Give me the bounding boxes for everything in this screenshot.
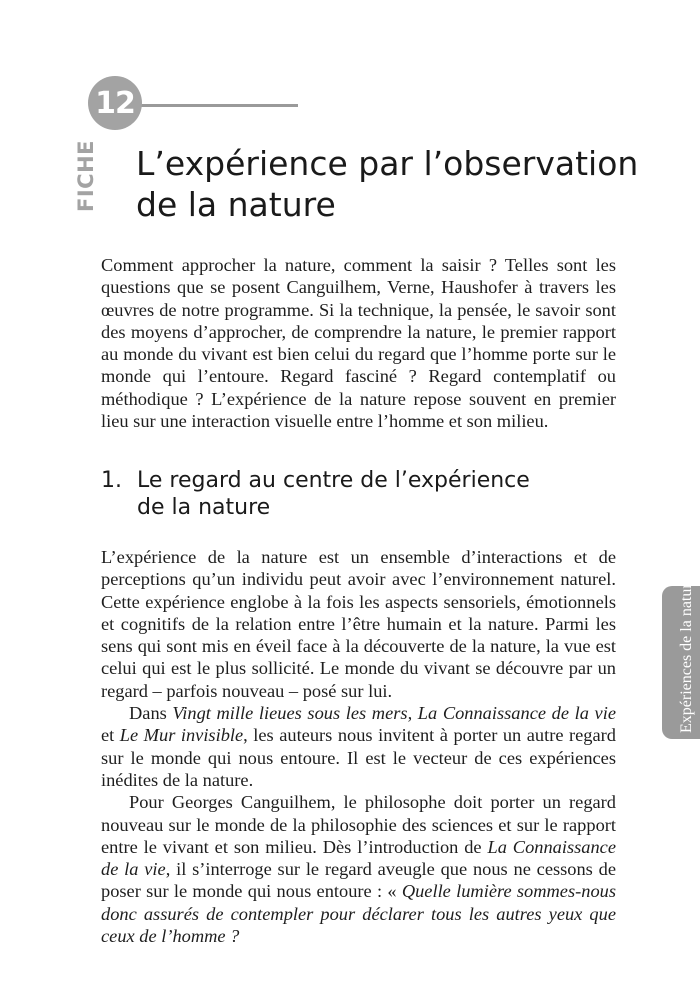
fiche-number-badge: 12	[88, 76, 142, 130]
section-body	[101, 546, 616, 947]
book-title: Le Mur invisible	[119, 725, 244, 746]
text-run: , les auteurs nous invitent à porter un autre regard sur le monde qui nous entoure. Il est le vecteur de ces expériences inédites de la nature.	[101, 725, 616, 790]
text-run: Dans	[129, 703, 173, 724]
text-run: et	[101, 725, 120, 746]
fiche-label: FICHE	[74, 140, 98, 212]
section-number: 1.	[101, 468, 122, 493]
body-paragraph	[101, 791, 616, 947]
fiche-rule	[130, 104, 298, 107]
text-run: Pour Georges Canguilhem, le philosophe doit porter un regard nouveau sur le monde de la philosophie des sciences et sur le rapport entre le vivant et son milieu. Dès l’introduction de	[101, 792, 616, 857]
section-heading-line: de la nature	[137, 495, 271, 520]
title-line: L’expérience par l’observation	[136, 144, 639, 183]
book-title: La Connaissance de la vie	[101, 836, 616, 880]
body-paragraph	[101, 702, 616, 791]
page-title	[136, 143, 656, 225]
quotation: Quelle lumière sommes-nous donc assurés de contempler pour déclarer tous les autres yeux que ceux de l’homme ?	[101, 881, 616, 947]
section-heading-line: Le regard au centre de l’expérience	[137, 468, 530, 493]
body-paragraph: L’expérience de la nature est un ensemble d’interactions et de perceptions qu’un individu peut avoir avec l’environnement naturel. Cette expérience englobe à la fois les aspects sensoriels, émotionnels et cognitifs de la relation entre l’être humain et la nature. Parmi les sens qui sont mis en éveil face à la découverte de la nature, la vue est celui qui est le plus sollicité. Le monde du vivant se découvre par un regard – parfois nouveau – posé sur lui.	[101, 547, 616, 701]
section-heading	[101, 467, 581, 521]
intro-paragraph: Comment approcher la nature, comment la saisir ? Telles sont les questions que se posent Canguilhem, Verne, Haushofer à travers les œuvres de notre programme. Si la technique, la pensée, le savoir sont des moyens d’approcher, de comprendre la nature, le premier rapport au monde du vivant est bien celui du regard que l’homme porte sur le monde qui l’entoure. Regard fasciné ? Regard contemplatif ou méthodique ? L’expérience de la nature repose souvent en premier lieu sur une interaction visuelle entre l’homme et son milieu.	[101, 255, 616, 432]
text-run: , il s’interroge sur le regard aveugle que nous ne cessons de poser sur le monde qui nous entoure : «	[101, 859, 616, 902]
title-line: de la nature	[136, 185, 336, 224]
book-title: Vingt mille lieues sous les mers, La Connaissance de la vie	[172, 703, 616, 724]
side-tab-label: Expériences de la nature	[678, 576, 695, 733]
